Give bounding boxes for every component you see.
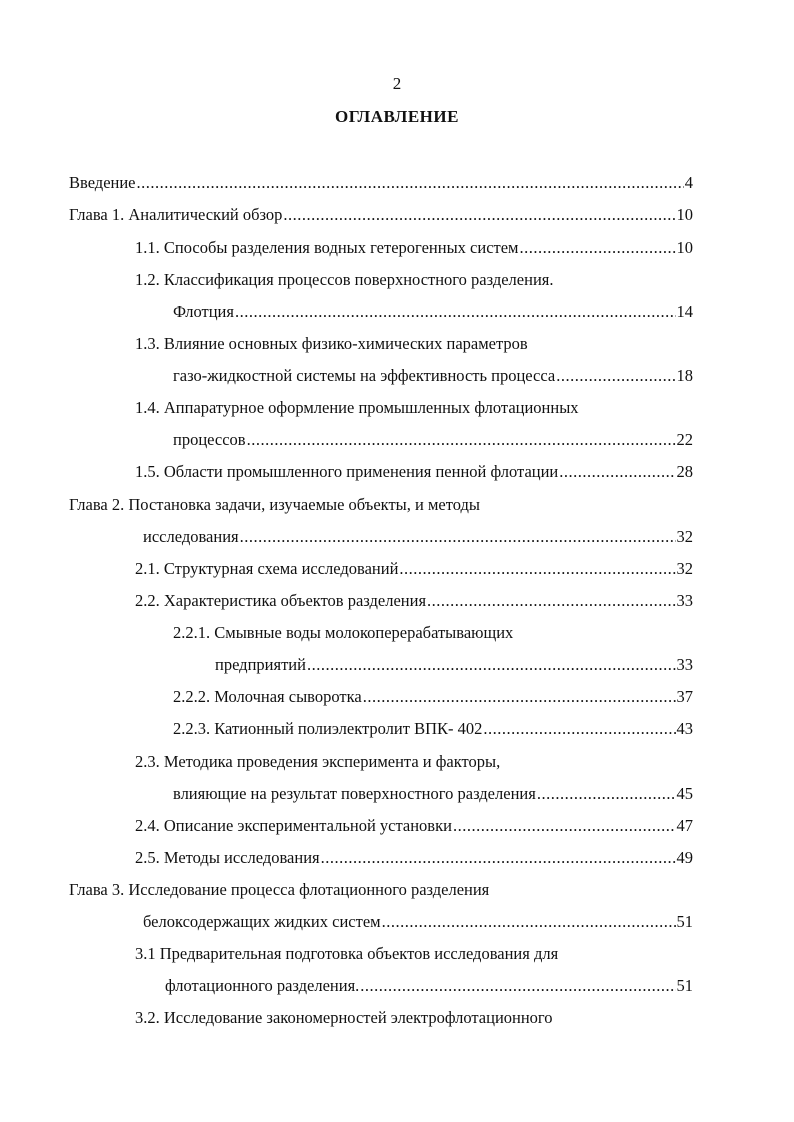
toc-entry: [135, 846, 693, 870]
toc-entry-text: Введение: [69, 173, 136, 192]
toc-entry-page: 14: [676, 302, 693, 321]
toc-entry: [69, 878, 693, 902]
toc-entry-text: белоксодержащих жидких систем: [143, 912, 381, 931]
toc-dot-leader: [307, 653, 676, 677]
toc-entry-text: 3.1 Предварительная подготовка объектов исследования для: [135, 944, 559, 963]
toc-entry-text: Флотция: [173, 302, 234, 321]
toc-entry: [135, 460, 693, 484]
page-title: ОГЛАВЛЕНИЕ: [335, 107, 459, 126]
toc-dot-leader: [427, 589, 675, 613]
toc-entry-page: 45: [676, 784, 693, 803]
toc-entry-text: 1.2. Классификация процессов поверхностного разделения.: [135, 270, 554, 289]
toc-entry-text: Глава 2. Постановка задачи, изучаемые объекты, и методы: [69, 495, 480, 514]
toc-entry: [69, 203, 693, 227]
toc-entry-text: 1.1. Способы разделения водных гетерогенных систем: [135, 238, 519, 257]
toc-entry: [173, 685, 693, 709]
toc-entry-page: 51: [676, 976, 693, 995]
toc-entry-page: 10: [676, 238, 693, 257]
toc-entry-text: 2.5. Методы исследования: [135, 848, 320, 867]
toc-entry-page: 32: [676, 527, 693, 546]
toc-entry: [135, 268, 693, 292]
toc-dot-leader: [556, 364, 675, 388]
toc-dot-leader: [235, 300, 676, 324]
toc-dot-leader: [453, 814, 676, 838]
toc-entry-text: предприятий: [215, 655, 306, 674]
toc-entry-text: 2.2.1. Смывные воды молокоперерабатывающих: [173, 623, 514, 642]
toc-entry-text: Глава 3. Исследование процесса флотационного разделения: [69, 880, 490, 899]
toc-entry: [173, 717, 693, 741]
toc-entry-page: 49: [676, 848, 693, 867]
toc-dot-leader: [247, 428, 676, 452]
toc-entry-page: 4: [684, 173, 693, 192]
toc-entry-text: процессов: [173, 430, 246, 449]
toc-entry-text: 1.5. Области промышленного применения пенной флотации: [135, 462, 559, 481]
toc-entry-text: 2.3. Методика проведения эксперимента и факторы,: [135, 752, 501, 771]
toc-entry: [135, 589, 693, 613]
page-number: 2: [392, 74, 402, 93]
toc-entry: [135, 396, 693, 420]
toc-dot-leader: [137, 171, 684, 195]
toc-entry-page: 22: [676, 430, 693, 449]
toc-entry-text: 3.2. Исследование закономерностей электрофлотационного: [135, 1008, 553, 1027]
toc-dot-leader: [399, 557, 675, 581]
toc-entry-page: 47: [676, 816, 693, 835]
toc-dot-leader: [382, 910, 676, 934]
toc-dot-leader: [537, 782, 676, 806]
toc-entry-text: 1.4. Аппаратурное оформление промышленных флотационных: [135, 398, 579, 417]
toc-entry-text: Глава 1. Аналитический обзор: [69, 205, 283, 224]
toc-entry-text: 2.4. Описание экспериментальной установки: [135, 816, 452, 835]
toc-entry: [173, 428, 693, 452]
toc-entry-page: 33: [676, 655, 693, 674]
toc-entry-text: влияющие на результат поверхностного разделения: [173, 784, 536, 803]
toc-dot-leader: [363, 685, 676, 709]
toc-entry: [69, 493, 693, 517]
toc-entry: [135, 1006, 693, 1030]
toc-entry: [135, 942, 693, 966]
toc-entry-text: 2.2. Характеристика объектов разделения: [135, 591, 427, 610]
toc-entry: [143, 910, 693, 934]
toc-entry-page: 10: [676, 205, 693, 224]
toc-entry: [135, 814, 693, 838]
toc-entry: [173, 782, 693, 806]
toc-entry-page: 43: [676, 719, 693, 738]
toc-dot-leader: [559, 460, 675, 484]
toc-entry-page: 37: [676, 687, 693, 706]
toc-entry-page: 33: [676, 591, 693, 610]
toc-entry: [135, 332, 693, 356]
toc-entry: [165, 974, 693, 998]
toc-dot-leader: [321, 846, 676, 870]
toc-dot-leader: [520, 236, 676, 260]
toc-entry-page: 28: [676, 462, 693, 481]
toc-entry-text: 2.2.3. Катионный полиэлектролит ВПК- 402: [173, 719, 483, 738]
toc-entry: [143, 525, 693, 549]
toc-entry: [135, 557, 693, 581]
toc-entry-text: 2.1. Структурная схема исследований: [135, 559, 399, 578]
toc-entry: [215, 653, 693, 677]
toc-dot-leader: [240, 525, 676, 549]
toc-entry-text: исследования: [143, 527, 239, 546]
toc-dot-leader: [360, 974, 675, 998]
toc-entry-text: газо-жидкостной системы на эффективность процесса: [173, 366, 556, 385]
toc-dot-leader: [483, 717, 675, 741]
toc-entry: [173, 364, 693, 388]
toc-entry: [135, 750, 693, 774]
toc-entry-text: 1.3. Влияние основных физико-химических параметров: [135, 334, 528, 353]
toc-entry-text: флотационного разделения.: [165, 976, 360, 995]
toc-entry-page: 32: [676, 559, 693, 578]
toc-entry: [69, 171, 693, 195]
toc-entry-page: 51: [676, 912, 693, 931]
toc-entry-page: 18: [676, 366, 693, 385]
toc-entry: [135, 236, 693, 260]
toc-entry: [173, 621, 693, 645]
toc-dot-leader: [283, 203, 675, 227]
toc-entry: [173, 300, 693, 324]
toc-entry-text: 2.2.2. Молочная сыворотка: [173, 687, 362, 706]
